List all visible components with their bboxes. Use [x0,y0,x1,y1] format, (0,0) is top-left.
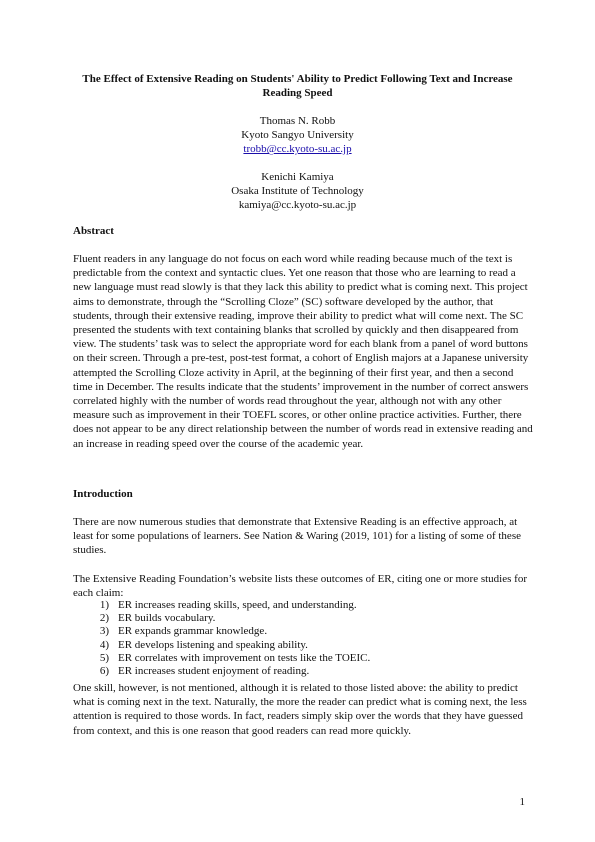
list-item-text: ER builds vocabulary. [118,612,216,625]
list-item [73,639,370,652]
abstract-text: Fluent readers in any language do not focus on each word while reading because much of the text is predictable from the context and syntactic clues. Yet one reason that those who are learning to read a new language must read slowly is that they lack this ability to predict what is coming next. This project aims to demonstrate, through the “Scrolling Cloze” (SC) software developed by the author, that students, through their extensive reading, improve their ability to predict what will come next. The SC presented the students with text containing blanks that scrolled by quickly and then disappeared from view. The students’ task was to select the appropriate word for each blank from a panel of word buttons on their screen. Through a pre-test, post-test format, a cohort of English majors at a Japanese university attempted the Scrolling Cloze activity in April, at the beginning of their first year, and then a second time in December. The results indicate that the students’ improvement in the number of correct answers correlated highly with the number of words read throughout the year, although not with any other measure such as improvement in their TOEFL scores, or other online practice activities. Further, there does not appear to be any direct relationship between the number of words read in extensive reading and an increase in reading speed over the course of the academic year. [73,253,533,450]
list-item [73,625,370,638]
list-item [73,665,370,678]
list-item-number: 3) [99,625,109,638]
page-number: 1 [519,796,525,808]
author-affiliation: Kyoto Sangyo University [241,129,354,142]
list-item-text: ER increases student enjoyment of reading. [118,664,310,677]
list-item-number: 6) [99,664,109,677]
outcomes-list [73,599,370,678]
list-item-number: 5) [99,651,109,664]
list-item [73,599,370,612]
list-item-text: ER develops listening and speaking ability. [118,638,308,651]
introduction-heading: Introduction [73,488,133,500]
list-item-text: ER increases reading skills, speed, and understanding. [118,599,357,611]
list-item-number: 2) [99,612,109,625]
author-name: Kenichi Kamiya [261,171,334,183]
list-item [73,652,370,665]
author-affiliation: Osaka Institute of Technology [231,185,364,198]
introduction-paragraph-2: The Extensive Reading Foundation’s website lists these outcomes of ER, citing one or more studies for each claim: [73,573,527,600]
introduction-paragraph-3: One skill, however, is not mentioned, although it is related to those listed above: the ability to predict what is coming next in the text. Naturally, the more the reader can predict what is coming next, the less attention is required to those words. In fact, readers simply skip over the words that they have guessed from context, and this is one reason that good readers can read more quickly. [73,682,527,737]
author-block-1 [70,114,525,157]
list-item-text: ER expands grammar knowledge. [118,625,268,638]
author-name: Thomas N. Robb [259,115,336,127]
author-email-link[interactable]: trobb@cc.kyoto-su.ac.jp [243,143,352,156]
list-item-number: 4) [99,638,109,651]
introduction-paragraph-1: There are now numerous studies that demonstrate that Extensive Reading is an effective approach, at least for some populations of learners. See Nation & Waring (2019, 101) for a listing of some of these studies. [73,516,521,557]
author-email: kamiya@cc.kyoto-su.ac.jp [238,199,357,212]
paper-title: The Effect of Extensive Reading on Students' Ability to Predict Following Text and Increase Reading Speed [82,73,513,99]
abstract-heading: Abstract [73,225,114,237]
list-item [73,612,370,625]
list-item-number: 1) [99,599,109,611]
list-item-text: ER correlates with improvement on tests like the TOEIC. [118,651,371,664]
author-block-2 [70,170,525,213]
